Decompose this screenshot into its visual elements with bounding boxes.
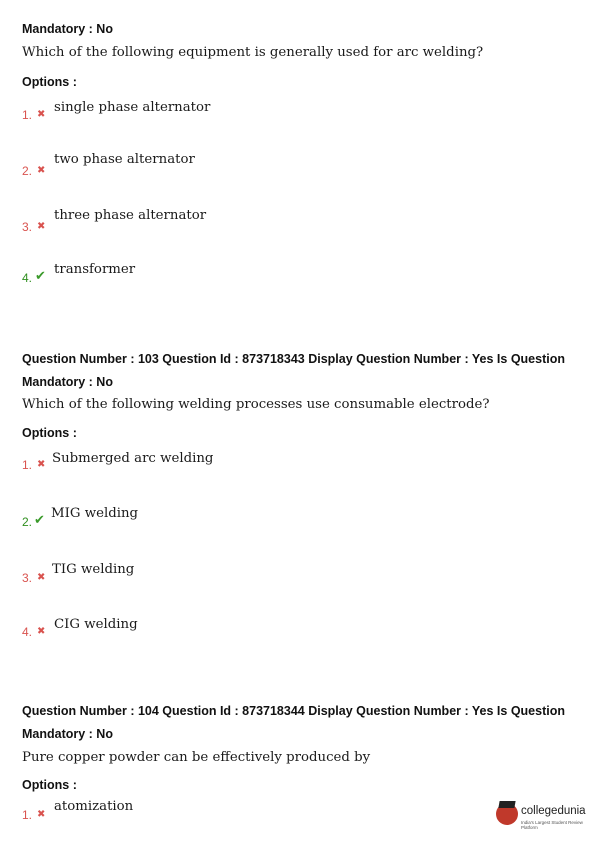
check-icon: ✔ [34, 513, 45, 528]
option-text: MIG welding [51, 506, 139, 521]
graduation-cap-icon [498, 801, 515, 808]
question-header: Question Number : 103 Question Id : 873718343 Display Question Number : Yes Is Question [22, 352, 565, 366]
mandatory-label: Mandatory : No [22, 375, 113, 389]
options-label: Options : [22, 426, 77, 440]
options-label: Options : [22, 778, 77, 792]
mandatory-label: Mandatory : No [22, 727, 113, 741]
logo-tagline: India's Largest Student Review Platform [521, 820, 583, 830]
option-number: 2. [22, 515, 33, 529]
cross-icon: ✖ [37, 626, 46, 637]
option-number: 1. [22, 458, 33, 472]
cross-icon: ✖ [37, 165, 46, 176]
option-text: three phase alternator [54, 208, 207, 223]
option-text: transformer [54, 262, 136, 277]
cross-icon: ✖ [37, 221, 46, 232]
question-header: Question Number : 104 Question Id : 873718344 Display Question Number : Yes Is Question [22, 704, 565, 718]
cross-icon: ✖ [37, 809, 46, 820]
option-number: 3. [22, 220, 33, 234]
option-text: atomization [54, 799, 134, 814]
cross-icon: ✖ [37, 109, 46, 120]
option-number: 2. [22, 164, 33, 178]
question-text: Which of the following equipment is generally used for arc welding? [22, 45, 484, 60]
option-number: 1. [22, 108, 33, 122]
option-text: CIG welding [54, 617, 138, 632]
collegedunia-logo [496, 801, 588, 831]
option-number: 3. [22, 571, 33, 585]
check-icon: ✔ [35, 269, 46, 284]
option-text: Submerged arc welding [52, 451, 214, 466]
option-text: single phase alternator [54, 100, 211, 115]
option-text: two phase alternator [54, 152, 195, 167]
mandatory-label: Mandatory : No [22, 22, 113, 36]
cross-icon: ✖ [37, 459, 46, 470]
options-label: Options : [22, 75, 77, 89]
question-text: Which of the following welding processes use consumable electrode? [22, 397, 490, 412]
cross-icon: ✖ [37, 572, 46, 583]
option-text: TIG welding [52, 562, 135, 577]
option-number: 1. [22, 808, 33, 822]
option-number: 4. [22, 625, 33, 639]
option-number: 4. [22, 271, 33, 285]
logo-name: collegedunia [521, 805, 586, 817]
question-text: Pure copper powder can be effectively produced by [22, 750, 371, 765]
